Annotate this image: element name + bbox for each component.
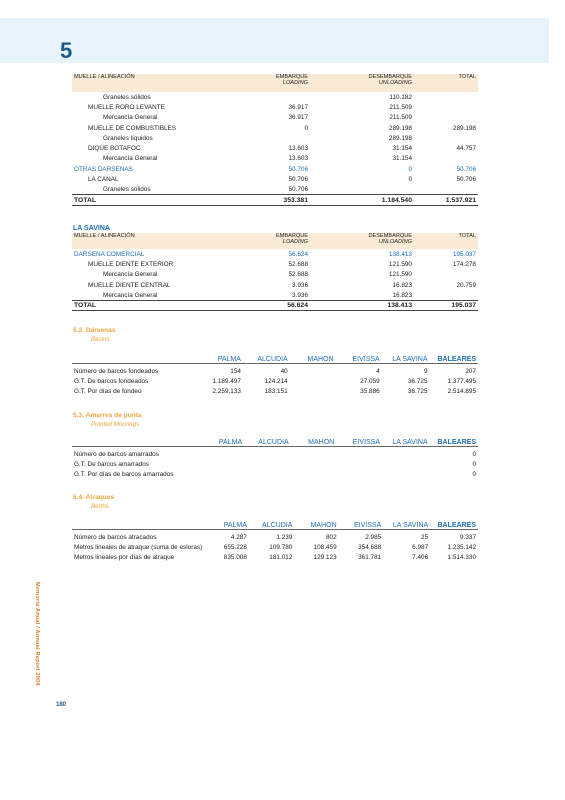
- cell-c2: 110.182: [389, 93, 412, 101]
- table-row: [72, 552, 478, 562]
- col-header-desembarque: DESEMBARQUE: [310, 233, 414, 239]
- cell-value: 2.514.895: [447, 387, 476, 395]
- cell-value: [244, 449, 291, 459]
- cell-value: 0: [472, 470, 476, 478]
- cell-c3: [414, 92, 478, 102]
- cell-c1: 0: [304, 124, 308, 132]
- cell-value: 183.151: [264, 387, 288, 395]
- cell-value: 108.459: [313, 543, 337, 551]
- cell-value: 0: [472, 450, 476, 458]
- cell-value: [199, 449, 244, 459]
- column-header-row: [72, 356, 478, 364]
- row-label: Mercancía General: [103, 155, 158, 163]
- cell-value: 1.514.330: [447, 553, 476, 561]
- table-row: [72, 386, 478, 396]
- col-header-embarque: EMBARQUE: [236, 74, 310, 80]
- row-label: Metros lineales por días de atraque: [74, 553, 175, 561]
- moorings-table: [72, 439, 478, 479]
- cell-c2: 121.590: [388, 271, 412, 279]
- table-row: [72, 449, 478, 459]
- col-subheader-loading: LOADING: [236, 239, 310, 245]
- cell-value: 835.008: [223, 553, 247, 561]
- col-header-eivissa: EIVISSA: [336, 439, 382, 447]
- cell-c1: 52.688: [288, 271, 308, 279]
- cell-value: 35.886: [360, 387, 380, 395]
- section-subtitle: Berths: [91, 503, 109, 510]
- total-c1: 353.381: [236, 195, 310, 205]
- cell-value: 802: [325, 533, 337, 541]
- total-c1: 56.624: [236, 300, 310, 310]
- table-row: [72, 366, 478, 376]
- cell-value: [382, 449, 430, 459]
- col-header-muelle: MUELLE / ALINEACIÓN: [72, 74, 236, 80]
- cell-c2: 16.823: [392, 281, 412, 289]
- cell-c3: 44.757: [456, 145, 476, 153]
- cell-value: 40: [280, 367, 288, 375]
- section-basins-heading: [73, 327, 116, 343]
- cell-value: [291, 449, 337, 459]
- row-label: Número de barcos fondeados: [74, 367, 159, 375]
- cell-c3: 20.759: [456, 281, 476, 289]
- col-subheader-unloading: UNLOADING: [310, 80, 414, 86]
- cell-c1: 50.706: [288, 186, 308, 194]
- cell-c1: 13.603: [288, 155, 308, 163]
- row-label: MUELLE DIENTE CENTRAL: [88, 281, 171, 289]
- col-header-mahon: MAHON: [291, 439, 337, 447]
- cell-value: 354.688: [358, 543, 382, 551]
- cell-value: 154: [230, 367, 241, 375]
- cell-c3: 289.198: [452, 124, 476, 132]
- section-subtitle: Basins: [91, 336, 110, 343]
- table-row: [72, 376, 478, 386]
- col-header-desembarque: DESEMBARQUE: [310, 74, 414, 80]
- cell-value: [382, 469, 430, 479]
- col-header-alcudia: ALCUDIA: [244, 439, 291, 447]
- cell-value: [336, 469, 382, 479]
- cell-c3: [414, 185, 478, 195]
- row-label: Graneles sólidos: [103, 186, 151, 194]
- col-header-muelle: MUELLE / ALINEACIÓN: [72, 233, 236, 239]
- table-row: [72, 102, 478, 112]
- cell-value: 4.287: [230, 533, 247, 541]
- cell-c3: [414, 270, 478, 280]
- cell-value: [336, 449, 382, 459]
- cell-c1: 3.936: [292, 281, 308, 289]
- section-title: 5.3. Amarres de punta: [73, 412, 142, 419]
- chapter-number: 5: [60, 38, 73, 63]
- table-row: [72, 123, 478, 133]
- column-header-row: [72, 522, 478, 530]
- cell-c2: 16.823: [392, 291, 412, 299]
- cell-c1: 56.624: [288, 250, 308, 258]
- col-header-eivissa: EIVISSA: [339, 522, 384, 530]
- cell-value: [199, 469, 244, 479]
- col-header-embarque: EMBARQUE: [236, 233, 310, 239]
- row-label: Metros lineales de atraque (suma de esloras): [74, 543, 203, 551]
- col-header-la-savina: LA SAVINA: [382, 356, 430, 364]
- row-label: Mercancía General: [103, 114, 158, 122]
- table-row: [72, 280, 478, 290]
- section-subtitle: Pointed Moorings: [91, 421, 140, 428]
- cell-value: 1.377.495: [447, 377, 476, 385]
- cell-value: 6.987: [412, 543, 429, 551]
- cell-value: [382, 459, 430, 469]
- cell-value: 2.259.133: [212, 387, 241, 395]
- col-header-eivissa: EIVISSA: [336, 356, 382, 364]
- cell-value: [291, 469, 337, 479]
- cell-c2: [310, 185, 414, 195]
- cell-value: [290, 386, 336, 396]
- column-header-row: [72, 439, 478, 447]
- col-header-palma: PALMA: [205, 522, 248, 530]
- row-label: Mercancía General: [103, 291, 158, 299]
- cell-value: [336, 459, 382, 469]
- row-label: Número de barcos atracados: [74, 533, 157, 541]
- cell-c2: 138.413: [388, 250, 412, 258]
- section-moorings-heading: [73, 412, 142, 428]
- row-label: Graneles líquidos: [103, 134, 153, 142]
- cell-value: 0: [472, 460, 476, 468]
- cell-c3: 50.706: [456, 165, 476, 173]
- sidebar-running-title: Memoria Anual / Annual Report 2004: [34, 582, 40, 686]
- cell-c1: 3.936: [292, 291, 308, 299]
- row-label: DIQUE BOTAFOC: [88, 145, 141, 153]
- cell-value: [290, 376, 336, 386]
- row-label: Graneles sólidos: [103, 93, 151, 101]
- col-header-mahon: MAHON: [290, 356, 336, 364]
- col-header-la-savina: LA SAVINA: [383, 522, 430, 530]
- row-label: Número de barcos amarrados: [74, 450, 159, 458]
- table-row: [72, 290, 478, 300]
- cell-c3: 174.278: [452, 260, 476, 268]
- col-header-total: TOTAL: [414, 233, 478, 239]
- row-label: OTRAS DARSENAS: [74, 165, 133, 173]
- cell-value: 36.725: [407, 377, 428, 385]
- cell-value: 2.985: [365, 533, 382, 541]
- header-band: [0, 18, 549, 63]
- cell-c2: 0: [408, 176, 412, 184]
- cell-value: 1.189.497: [212, 377, 241, 385]
- cell-c2: 289.198: [388, 124, 412, 132]
- row-label: LA CANAL: [88, 176, 119, 184]
- cell-c2: 211.509: [389, 114, 412, 122]
- total-c2: 1.184.540: [310, 195, 414, 205]
- cell-value: 9.337: [460, 533, 476, 541]
- col-header-palma: PALMA: [199, 439, 244, 447]
- row-label: G.T. De barcos amarrados: [74, 460, 149, 468]
- table-row: [72, 133, 478, 143]
- table-row: [72, 270, 478, 280]
- cell-value: 129.123: [313, 553, 337, 561]
- table-row: [72, 164, 478, 174]
- total-c3: 1.537.921: [414, 195, 478, 205]
- cell-value: 1.235.142: [447, 543, 476, 551]
- col-header-la-savina: LA SAVINA: [382, 439, 430, 447]
- total-c3: 195.037: [414, 300, 478, 310]
- table-row: [72, 113, 478, 123]
- total-row: [72, 300, 478, 310]
- col-header-baleares: BALEARES: [430, 439, 478, 447]
- row-label: G.T. De barcos fondeados: [74, 377, 149, 385]
- cell-value: 27.059: [360, 377, 380, 385]
- total-label: TOTAL: [72, 300, 236, 310]
- cell-value: 1.239: [276, 533, 293, 541]
- section-title: 5.2. Dársenas: [73, 327, 116, 334]
- cell-c1: 36.917: [288, 114, 308, 122]
- cell-value: 9: [423, 367, 428, 375]
- total-label: TOTAL: [72, 195, 236, 205]
- cell-value: [199, 459, 244, 469]
- cell-c2: 121.590: [388, 260, 412, 268]
- cell-c2: 289.198: [388, 134, 412, 142]
- cell-c1: 13.603: [288, 145, 308, 153]
- table-row: [72, 185, 478, 195]
- row-label: MUELLE DIENTE EXTERIOR: [88, 260, 174, 268]
- cell-c1: 50.706: [288, 176, 308, 184]
- cell-value: 36.725: [407, 387, 428, 395]
- cell-value: [291, 459, 337, 469]
- cell-c2: 31.154: [392, 155, 412, 163]
- cell-c2: 31.154: [392, 145, 412, 153]
- table-row: [72, 459, 478, 469]
- cell-c3: [414, 113, 478, 123]
- cell-value: [290, 366, 336, 376]
- cell-value: 124.214: [264, 377, 288, 385]
- page-number: 180: [56, 702, 67, 708]
- table-row: [72, 469, 478, 479]
- table-row: [72, 174, 478, 184]
- cell-value: 655.228: [223, 543, 247, 551]
- row-label: MUELLE DE COMBUSTIBLES: [88, 124, 177, 132]
- table-row: [72, 542, 478, 552]
- la-savina-title: LA SAVINA: [73, 225, 110, 232]
- col-header-baleares: BALEARES: [430, 522, 478, 530]
- row-label: DARSENA COMERCIAL: [74, 250, 145, 258]
- cell-value: 361.781: [358, 553, 382, 561]
- cell-value: 181.012: [269, 553, 293, 561]
- row-label: G.T. Por días de fondeo: [74, 387, 142, 395]
- col-header-total: TOTAL: [414, 74, 478, 80]
- cell-value: 25: [421, 533, 429, 541]
- cell-c3: [414, 102, 478, 112]
- row-label: MUELLE RORO LEVANTE: [88, 103, 165, 111]
- table-row: [72, 154, 478, 164]
- cell-value: 109.780: [269, 543, 293, 551]
- berths-table: [72, 522, 478, 562]
- row-label: G.T. Por días de barcos amarrados: [74, 470, 174, 478]
- cell-c1: 52.688: [288, 260, 308, 268]
- table-row: [72, 259, 478, 269]
- cell-c2: 0: [408, 165, 412, 173]
- section-title: 5.4. Atraques: [73, 494, 115, 501]
- section-berths-heading: [73, 494, 114, 510]
- col-header-baleares: BALEARES: [430, 356, 479, 364]
- col-subheader-loading: LOADING: [236, 80, 310, 86]
- la-savina-table: [72, 233, 478, 311]
- table-row: [72, 143, 478, 153]
- cell-value: [244, 459, 291, 469]
- cell-c3: [414, 154, 478, 164]
- col-header-mahon: MAHON: [294, 522, 338, 530]
- cell-value: 7.406: [412, 553, 429, 561]
- cell-c3: 50.706: [456, 176, 476, 184]
- col-header-palma: PALMA: [197, 356, 243, 364]
- cell-value: 4: [376, 367, 380, 375]
- col-subheader-unloading: UNLOADING: [310, 239, 414, 245]
- table-row: [72, 532, 478, 542]
- table-row: [72, 249, 478, 259]
- cell-c3: [414, 133, 478, 143]
- cell-c1: [236, 133, 310, 143]
- cell-c2: 211.509: [389, 103, 412, 111]
- basins-table: [72, 356, 478, 396]
- berth-traffic-table: [72, 74, 478, 206]
- row-label: Mercancía General: [103, 271, 158, 279]
- cell-value: 207: [465, 367, 476, 375]
- col-header-alcudia: ALCUDIA: [243, 356, 290, 364]
- table-row: [72, 92, 478, 102]
- cell-c3: [414, 290, 478, 300]
- total-row: [72, 195, 478, 205]
- total-c2: 138.413: [310, 300, 414, 310]
- cell-c1: 50.706: [288, 165, 308, 173]
- cell-c1: 36.917: [288, 103, 308, 111]
- col-header-alcudia: ALCUDIA: [249, 522, 294, 530]
- cell-c1: [236, 92, 310, 102]
- cell-value: [244, 469, 291, 479]
- cell-c3: 195.037: [452, 250, 476, 258]
